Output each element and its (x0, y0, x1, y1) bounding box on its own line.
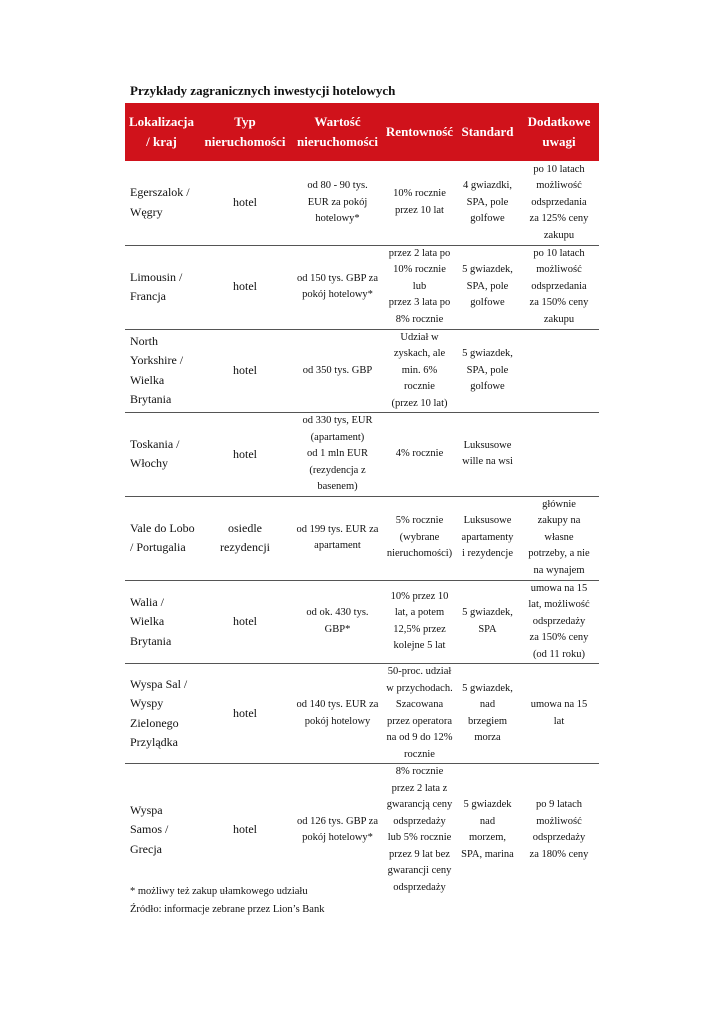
cell-standard: Luksusowe apartamenty i rezydencje (456, 496, 519, 580)
table-row (125, 245, 599, 329)
cell-rentownosc: 50-proc. udział w przychodach. Szacowana przez operatora na od 9 do 12% rocznie (383, 664, 456, 764)
header-lokalizacja: Lokalizacja / kraj (125, 103, 198, 161)
cell-wartosc: od 330 tys, EUR (apartament) od 1 mln EUR (rezydencja z basenem) (292, 413, 383, 497)
cell-standard: 5 gwiazdek nad morzem, SPA, marina (461, 799, 514, 860)
cell-lokalizacja: Wyspa Samos / Grecja (130, 802, 169, 856)
header-standard: Standard (456, 103, 519, 161)
cell-typ: hotel (198, 580, 292, 664)
header-rentownosc: Rentowność (383, 103, 456, 161)
cell-uwagi (519, 329, 599, 413)
cell-rentownosc: 4% rocznie (383, 413, 456, 497)
cell-typ: hotel (198, 664, 292, 764)
cell-standard: 5 gwiazdek, SPA (456, 580, 519, 664)
cell-standard: 5 gwiazdek, SPA, pole golfowe (456, 245, 519, 329)
cell-lokalizacja: North Yorkshire / Wielka Brytania (125, 329, 198, 413)
cell-typ: hotel (198, 329, 292, 413)
table-row (125, 496, 599, 580)
table-row (125, 580, 599, 664)
footnote-fractional: * możliwy też zakup ułamkowego udziału (130, 886, 308, 897)
cell-lokalizacja: Toskania / Włochy (125, 413, 198, 497)
cell-wartosc: od 140 tys. EUR za pokój hotelowy (292, 664, 383, 764)
cell-uwagi: umowa na 15 lat (519, 664, 599, 764)
cell-lokalizacja: Egerszalok / Węgry (125, 161, 198, 245)
cell-wartosc: od ok. 430 tys. GBP* (292, 580, 383, 664)
cell-uwagi: po 10 latach możliwość odsprzedania za 125% ceny zakupu (519, 161, 599, 245)
cell-uwagi: po 9 latach możliwość odsprzedaży za 180% ceny (529, 799, 589, 860)
cell-lokalizacja: Walia / Wielka Brytania (125, 580, 198, 664)
cell-wartosc: od 150 tys. GBP za pokój hotelowy* (292, 245, 383, 329)
cell-wartosc: od 199 tys. EUR za apartament (292, 496, 383, 580)
cell-typ: hotel (198, 161, 292, 245)
cell-uwagi: głównie zakupy na własne potrzeby, a nie na wynajem (519, 496, 599, 580)
table-row (125, 161, 599, 245)
cell-typ: hotel (198, 413, 292, 497)
cell-rentownosc: 8% rocznie przez 2 lata z gwarancją ceny odsprzedaży lub 5% rocznie przez 9 lat bez gwarancji ceny odsprzedaży (386, 766, 453, 893)
cell-rentownosc: przez 2 lata po 10% rocznie lub przez 3 lata po 8% rocznie (383, 245, 456, 329)
cell-wartosc: od 80 - 90 tys. EUR za pokój hotelowy* (292, 161, 383, 245)
cell-typ: hotel (233, 822, 257, 837)
header-wartosc: Wartość nieruchomości (292, 103, 383, 161)
table-row (125, 413, 599, 497)
cell-wartosc: od 126 tys. GBP za pokój hotelowy* (297, 815, 378, 843)
cell-uwagi: umowa na 15 lat, możliwość odsprzedaży za 150% ceny (od 11 roku) (519, 580, 599, 664)
table-header-row (125, 103, 599, 161)
cell-wartosc: od 350 tys. GBP (292, 329, 383, 413)
cell-uwagi: po 10 latach możliwość odsprzedania za 150% ceny zakupu (519, 245, 599, 329)
cell-lokalizacja: Limousin / Francja (125, 245, 198, 329)
cell-rentownosc: Udział w zyskach, ale min. 6% rocznie (przez 10 lat) (383, 329, 456, 413)
cell-lokalizacja: Wyspa Sal / Wyspy Zielonego Przylądka (125, 664, 198, 764)
cell-uwagi (519, 413, 599, 497)
hotel-investments-table (125, 103, 599, 896)
table-row (125, 329, 599, 413)
cell-standard: 4 gwiazdki, SPA, pole golfowe (456, 161, 519, 245)
cell-rentownosc: 10% rocznie przez 10 lat (383, 161, 456, 245)
table-row (125, 764, 599, 897)
cell-rentownosc: 10% przez 10 lat, a potem 12,5% przez kolejne 5 lat (383, 580, 456, 664)
header-uwagi: Dodatkowe uwagi (519, 103, 599, 161)
cell-standard: 5 gwiazdek, nad brzegiem morza (456, 664, 519, 764)
cell-lokalizacja: Vale do Lobo / Portugalia (125, 496, 198, 580)
cell-typ: hotel (198, 245, 292, 329)
source-note: Źródło: informacje zebrane przez Lion’s Bank (130, 904, 325, 915)
cell-standard: Luksusowe wille na wsi (456, 413, 519, 497)
page-title: Przykłady zagranicznych inwestycji hotelowych (130, 83, 396, 98)
header-typ: Typ nieruchomości (198, 103, 292, 161)
table-row (125, 664, 599, 764)
cell-standard: 5 gwiazdek, SPA, pole golfowe (456, 329, 519, 413)
cell-typ: osiedle rezydencji (198, 496, 292, 580)
cell-rentownosc: 5% rocznie (wybrane nieruchomości) (383, 496, 456, 580)
